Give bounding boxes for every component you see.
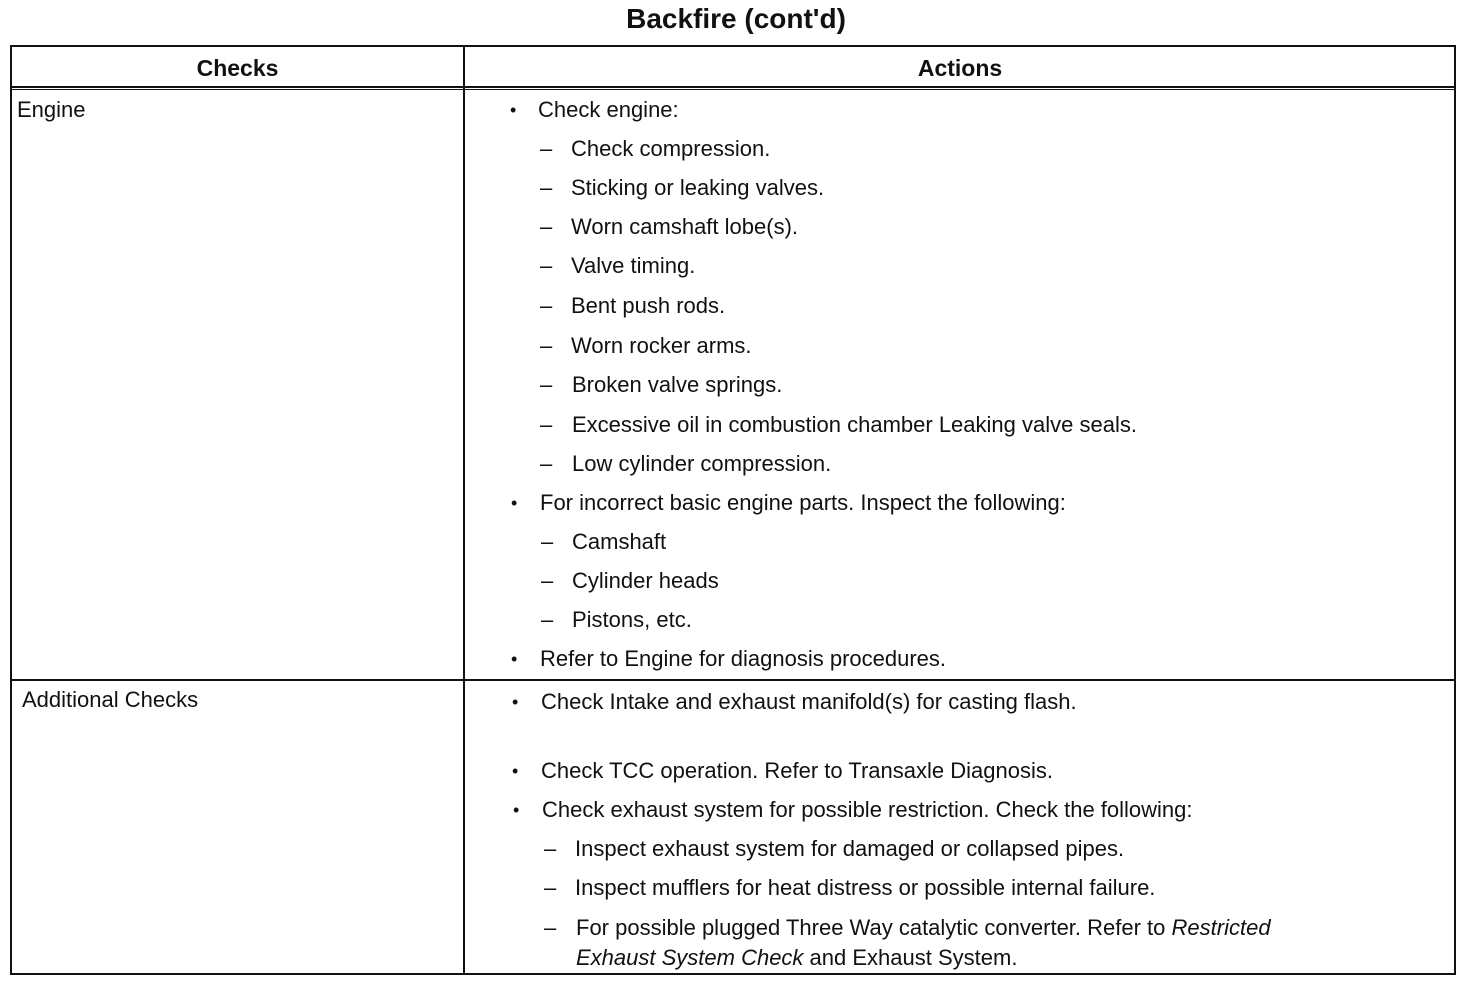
bullet-icon: • <box>511 649 518 669</box>
dash-icon: – <box>544 836 557 861</box>
action-subitem: Inspect mufflers for heat distress or possible internal failure. <box>575 875 1156 900</box>
bullet-icon: • <box>511 493 518 513</box>
dash-icon: – <box>540 253 553 278</box>
action-subitem-tail: and Exhaust System. <box>803 945 1018 970</box>
action-subitem: Cylinder heads <box>572 568 719 593</box>
action-subitem: Check compression. <box>571 136 771 161</box>
header-rule <box>10 86 1456 88</box>
bullet-icon: • <box>513 800 520 820</box>
action-subitem: Pistons, etc. <box>572 607 692 632</box>
action-subitem-continuation <box>576 944 1017 972</box>
exhaust-check-ref: Exhaust System Check <box>576 945 804 970</box>
bullet-icon: • <box>510 100 517 120</box>
page-title: Backfire (cont'd) <box>626 3 846 34</box>
action-item: Refer to Engine for diagnosis procedures. <box>540 646 947 671</box>
action-subitem: Inspect exhaust system for damaged or collapsed pipes. <box>575 836 1125 861</box>
dash-icon: – <box>540 412 553 437</box>
action-subitem: Worn rocker arms. <box>571 333 752 358</box>
header-checks: Checks <box>196 55 279 81</box>
bullet-icon: • <box>512 761 519 781</box>
action-subitem: Worn camshaft lobe(s). <box>571 214 799 239</box>
check-additional: Additional Checks <box>22 687 199 712</box>
action-subitem: Sticking or leaking valves. <box>571 175 825 200</box>
action-subitem-text: For possible plugged Three Way catalytic converter. Refer to <box>576 915 1166 940</box>
action-subitem: Bent push rods. <box>571 293 726 318</box>
column-divider <box>463 45 465 975</box>
header-actions: Actions <box>917 55 1003 81</box>
check-engine: Engine <box>17 97 86 122</box>
dash-icon: – <box>540 293 553 318</box>
dash-icon: – <box>541 529 554 554</box>
dash-icon: – <box>541 568 554 593</box>
action-item: For incorrect basic engine parts. Inspect the following: <box>540 490 1066 515</box>
dash-icon: – <box>540 372 553 397</box>
row-divider <box>10 679 1456 681</box>
action-item: Check exhaust system for possible restriction. Check the following: <box>542 797 1193 822</box>
dash-icon: – <box>540 214 553 239</box>
dash-icon: – <box>544 875 557 900</box>
dash-icon: – <box>544 915 557 940</box>
dash-icon: – <box>540 333 553 358</box>
dash-icon: – <box>541 607 554 632</box>
action-subitem: Camshaft <box>572 529 667 554</box>
action-item: Check Intake and exhaust manifold(s) for casting flash. <box>541 689 1077 714</box>
action-subitem: Valve timing. <box>571 253 696 278</box>
dash-icon: – <box>540 451 553 476</box>
action-subitem: Broken valve springs. <box>572 372 783 397</box>
action-subitem <box>576 914 1271 942</box>
action-subitem: Low cylinder compression. <box>572 451 832 476</box>
restricted-ref: Restricted <box>1171 915 1271 940</box>
dash-icon: – <box>540 175 553 200</box>
bullet-icon: • <box>512 692 519 712</box>
action-item: Check TCC operation. Refer to Transaxle Diagnosis. <box>541 758 1053 783</box>
header-rule-inner <box>10 89 1456 90</box>
dash-icon: – <box>540 136 553 161</box>
action-item: Check engine: <box>538 97 679 122</box>
action-subitem: Excessive oil in combustion chamber Leaking valve seals. <box>572 412 1137 437</box>
